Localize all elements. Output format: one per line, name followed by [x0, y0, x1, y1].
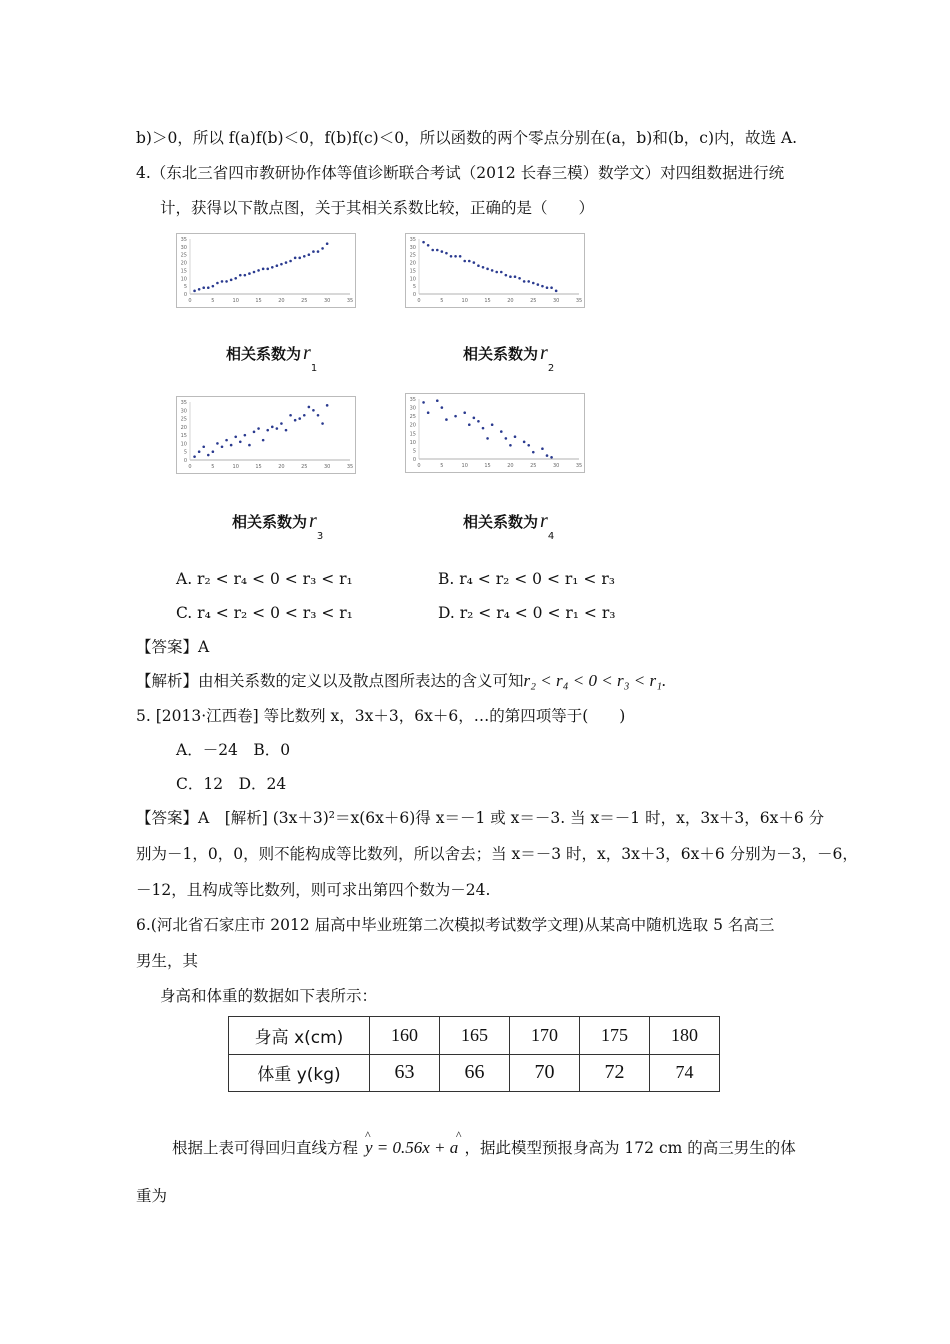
- height-weight-table: [228, 1016, 720, 1092]
- data-point: [509, 444, 512, 447]
- data-point: [500, 430, 503, 433]
- x-tick-label: 35: [575, 298, 583, 304]
- question-6-line4: 根据上表可得回归直线方程 ^ ^ y = 0.56x + a ，据此模型预报身高为 172 cm 的高三男生的体: [172, 1128, 796, 1157]
- scatter-plot-r3: [176, 396, 356, 474]
- option-d: D. r₂ < r₄ < 0 < r₁ < r₃: [438, 604, 616, 622]
- x-tick-label: 30: [323, 298, 331, 304]
- data-point: [294, 419, 297, 422]
- data-point: [289, 414, 292, 417]
- data-point: [207, 286, 210, 289]
- data-point: [207, 454, 210, 457]
- data-point: [271, 266, 274, 269]
- x-tick-label: 0: [417, 463, 421, 469]
- y-tick-label: 10: [180, 276, 187, 283]
- y-tick-label: 5: [412, 448, 416, 455]
- data-point: [422, 401, 425, 404]
- data-point: [527, 280, 530, 283]
- data-point: [427, 244, 430, 247]
- data-point: [450, 255, 453, 258]
- data-point: [280, 263, 283, 266]
- data-point: [262, 268, 265, 271]
- y-tick-label: 20: [180, 260, 187, 267]
- option-b: B. r₄ < r₂ < 0 < r₁ < r₃: [438, 570, 615, 588]
- data-point: [317, 414, 320, 417]
- data-point: [312, 250, 315, 253]
- data-point: [445, 418, 448, 421]
- x-tick-label: 0: [188, 298, 192, 304]
- x-tick-label: 35: [575, 463, 583, 469]
- x-tick-label: 30: [552, 463, 560, 469]
- data-point: [491, 423, 494, 426]
- question-5-options-cd: C．12 D．24: [176, 775, 287, 793]
- data-point: [541, 447, 544, 450]
- data-point: [298, 417, 301, 420]
- data-point: [482, 427, 485, 430]
- question-5: 5. [2013·江西卷] 等比数列 x，3x＋3，6x＋6，…的第四项等于( ): [136, 707, 626, 725]
- y-tick-label: 15: [180, 268, 187, 275]
- data-point: [216, 442, 219, 445]
- data-point: [454, 255, 457, 258]
- answer-5-line1: 【答案】A [解析] (3x＋3)²＝x(6x＋6)得 x＝－1 或 x＝－3. 当 x＝－1 时，x，3x＋3，6x＋6 分: [136, 809, 825, 827]
- table-row: [229, 1017, 720, 1055]
- y-tick-label: 25: [180, 416, 187, 423]
- answer-5-line2: 别为－1，0，0，则不能构成等比数列，所以舍去；当 x＝－3 时，x，3x＋3，6x＋6 分别为－3，－6，: [136, 845, 858, 863]
- data-point: [514, 275, 517, 278]
- table-cell: 175: [580, 1017, 650, 1055]
- data-point: [193, 290, 196, 293]
- data-point: [202, 286, 205, 289]
- data-point: [546, 454, 549, 457]
- data-point: [441, 250, 444, 253]
- caption-r4: 相关系数为 $r_4$: [463, 510, 555, 542]
- caption-r2: 相关系数为 $r_2$: [463, 342, 555, 374]
- table-cell: 165: [440, 1017, 510, 1055]
- scatter-plot-r4: [405, 393, 585, 473]
- data-point: [266, 429, 269, 432]
- x-tick-label: 30: [323, 464, 331, 470]
- x-tick-label: 25: [530, 298, 537, 304]
- data-point: [505, 437, 508, 440]
- data-point: [518, 277, 521, 280]
- x-tick-label: 10: [461, 298, 468, 304]
- plot-frame: [177, 234, 356, 308]
- y-tick-label: 10: [409, 439, 416, 446]
- data-point: [422, 241, 425, 244]
- data-point: [321, 422, 324, 425]
- data-point: [234, 436, 237, 439]
- y-tick-label: 25: [409, 252, 416, 259]
- x-tick-label: 20: [507, 463, 514, 469]
- question-5-options-ab: A．－24 B．0: [176, 741, 291, 759]
- data-point: [271, 426, 274, 429]
- data-point: [262, 439, 265, 442]
- y-tick-label: 35: [409, 237, 416, 243]
- caption-r1: 相关系数为 $r_1$: [226, 342, 318, 374]
- data-point: [294, 257, 297, 260]
- data-point: [303, 255, 306, 258]
- x-tick-label: 5: [211, 298, 215, 304]
- table-cell: 63: [370, 1054, 440, 1092]
- regression-equation: ^ ^ y = 0.56x + a: [364, 1128, 462, 1157]
- table-cell: 72: [580, 1054, 650, 1092]
- y-tick-label: 0: [412, 292, 416, 298]
- y-tick-label: 5: [183, 284, 187, 291]
- table-row: [229, 1054, 720, 1092]
- data-point: [244, 434, 247, 437]
- y-tick-label: 0: [412, 457, 416, 463]
- data-point: [532, 282, 535, 285]
- data-point: [500, 271, 503, 274]
- data-point: [537, 283, 540, 286]
- data-point: [276, 427, 279, 430]
- data-point: [225, 280, 228, 283]
- x-tick-label: 10: [232, 298, 239, 304]
- data-point: [239, 274, 242, 277]
- plot-frame: [406, 394, 585, 473]
- data-point: [276, 264, 279, 267]
- plot-frame: [406, 234, 585, 308]
- data-point: [555, 290, 558, 293]
- scatter-plot-r1: [176, 233, 356, 308]
- data-point: [285, 429, 288, 432]
- data-point: [486, 437, 489, 440]
- data-point: [532, 451, 535, 454]
- question-4-line2: 计，获得以下散点图，关于其相关系数比较，正确的是（ ）: [160, 199, 595, 217]
- option-a: A. r₂ < r₄ < 0 < r₃ < r₁: [176, 570, 353, 588]
- y-tick-label: 0: [183, 458, 187, 464]
- y-tick-label: 15: [180, 433, 187, 440]
- data-point: [193, 455, 196, 458]
- x-tick-label: 35: [346, 298, 354, 304]
- data-point: [285, 261, 288, 264]
- data-point: [463, 260, 466, 263]
- y-tick-label: 35: [180, 400, 187, 406]
- data-point: [234, 277, 237, 280]
- y-tick-label: 15: [409, 431, 416, 438]
- table-header-height: 身高 x(cm): [229, 1017, 370, 1055]
- y-tick-label: 30: [180, 408, 187, 415]
- data-point: [523, 280, 526, 283]
- x-tick-label: 15: [484, 463, 491, 469]
- y-tick-label: 20: [409, 260, 416, 267]
- x-tick-label: 20: [278, 298, 285, 304]
- y-tick-label: 30: [409, 244, 416, 251]
- data-point: [550, 286, 553, 289]
- data-point: [486, 268, 489, 271]
- data-point: [244, 274, 247, 277]
- x-tick-label: 15: [484, 298, 491, 304]
- y-tick-label: 30: [180, 244, 187, 251]
- table-header-weight: 体重 y(kg): [229, 1054, 370, 1092]
- x-tick-label: 10: [461, 463, 468, 469]
- data-point: [198, 450, 201, 453]
- scatter-plot-r2: [405, 233, 585, 308]
- y-tick-label: 10: [409, 276, 416, 283]
- data-point: [308, 253, 311, 256]
- question-4-line1: 4.（东北三省四市教研协作体等值诊断联合考试（2012 长春三模）数学文）对四组数据进行统: [136, 164, 785, 182]
- data-point: [298, 257, 301, 260]
- table-cell: 66: [440, 1054, 510, 1092]
- y-tick-label: 5: [183, 449, 187, 456]
- data-point: [253, 431, 256, 434]
- data-point: [257, 427, 260, 430]
- y-tick-label: 5: [412, 284, 416, 291]
- x-tick-label: 15: [255, 464, 262, 470]
- y-tick-label: 25: [180, 252, 187, 259]
- x-tick-label: 25: [301, 298, 308, 304]
- data-point: [321, 247, 324, 250]
- data-point: [212, 450, 215, 453]
- data-point: [303, 414, 306, 417]
- table-cell: 70: [510, 1054, 580, 1092]
- explanation-4: 【解析】由相关系数的定义以及散点图所表达的含义可知r₂ < r₄ < 0 < r₃ < r₁.: [136, 671, 667, 690]
- question-6-line1: 6.(河北省石家庄市 2012 届高中毕业班第二次模拟考试数学文理)从某高中随机选取 5 名高三: [136, 916, 775, 934]
- question-6-line5: 重为: [136, 1187, 168, 1205]
- data-point: [482, 266, 485, 269]
- data-point: [541, 285, 544, 288]
- y-tick-label: 20: [409, 422, 416, 429]
- answer-5-line3: －12，且构成等比数列，则可求出第四个数为－24.: [136, 881, 491, 899]
- y-tick-label: 25: [409, 414, 416, 421]
- data-point: [257, 269, 260, 272]
- data-point: [212, 285, 215, 288]
- data-point: [550, 456, 553, 459]
- data-point: [427, 411, 430, 414]
- y-tick-label: 30: [409, 405, 416, 412]
- y-tick-label: 0: [183, 292, 187, 298]
- caption-r3: 相关系数为 $r_3$: [232, 510, 324, 542]
- x-tick-label: 0: [417, 298, 421, 304]
- question-6-line3: 身高和体重的数据如下表所示：: [160, 987, 378, 1005]
- data-point: [202, 445, 205, 448]
- data-point: [326, 242, 329, 245]
- x-tick-label: 25: [530, 463, 537, 469]
- data-point: [308, 406, 311, 409]
- x-tick-label: 5: [440, 298, 444, 304]
- y-tick-label: 35: [409, 397, 416, 403]
- table-cell: 74: [650, 1054, 720, 1092]
- data-point: [491, 269, 494, 272]
- data-point: [436, 249, 439, 252]
- data-point: [473, 261, 476, 264]
- data-point: [477, 264, 480, 267]
- data-point: [477, 420, 480, 423]
- x-tick-label: 15: [255, 298, 262, 304]
- data-point: [473, 417, 476, 420]
- data-point: [230, 279, 233, 282]
- data-point: [441, 406, 444, 409]
- data-point: [514, 435, 517, 438]
- x-tick-label: 30: [552, 298, 560, 304]
- data-point: [253, 271, 256, 274]
- data-point: [546, 286, 549, 289]
- data-point: [468, 260, 471, 263]
- y-tick-label: 15: [409, 268, 416, 275]
- x-tick-label: 35: [346, 464, 354, 470]
- table-cell: 160: [370, 1017, 440, 1055]
- data-point: [312, 409, 315, 412]
- data-point: [289, 260, 292, 263]
- table-cell: 170: [510, 1017, 580, 1055]
- y-tick-label: 10: [180, 441, 187, 448]
- data-point: [468, 423, 471, 426]
- data-point: [495, 271, 498, 274]
- data-point: [248, 272, 251, 275]
- data-point: [317, 250, 320, 253]
- x-tick-label: 10: [232, 464, 239, 470]
- data-point: [221, 445, 224, 448]
- data-point: [431, 249, 434, 252]
- data-point: [225, 439, 228, 442]
- x-tick-label: 20: [278, 464, 285, 470]
- x-tick-label: 0: [188, 464, 192, 470]
- x-tick-label: 5: [440, 463, 444, 469]
- data-point: [230, 444, 233, 447]
- data-point: [239, 440, 242, 443]
- data-point: [505, 274, 508, 277]
- x-tick-label: 5: [211, 464, 215, 470]
- table-cell: 180: [650, 1017, 720, 1055]
- option-c: C. r₄ < r₂ < 0 < r₃ < r₁: [176, 604, 353, 622]
- data-point: [198, 288, 201, 291]
- line-prev-answer: b)＞0，所以 f(a)f(b)＜0，f(b)f(c)＜0，所以函数的两个零点分别在(a，b)和(b，c)内，故选 A.: [136, 129, 798, 147]
- data-point: [527, 444, 530, 447]
- data-point: [436, 399, 439, 402]
- data-point: [221, 280, 224, 283]
- data-point: [445, 252, 448, 255]
- data-point: [326, 404, 329, 407]
- y-tick-label: 20: [180, 424, 187, 431]
- x-tick-label: 25: [301, 464, 308, 470]
- answer-4: 【答案】A: [136, 638, 210, 656]
- data-point: [266, 268, 269, 271]
- data-point: [280, 422, 283, 425]
- data-point: [463, 411, 466, 414]
- question-6-line2: 男生，其: [136, 952, 199, 970]
- data-point: [454, 415, 457, 418]
- plot-frame: [177, 397, 356, 474]
- data-point: [248, 444, 251, 447]
- data-point: [459, 255, 462, 258]
- x-tick-label: 20: [507, 298, 514, 304]
- data-point: [509, 275, 512, 278]
- data-point: [216, 282, 219, 285]
- y-tick-label: 35: [180, 237, 187, 243]
- data-point: [523, 441, 526, 444]
